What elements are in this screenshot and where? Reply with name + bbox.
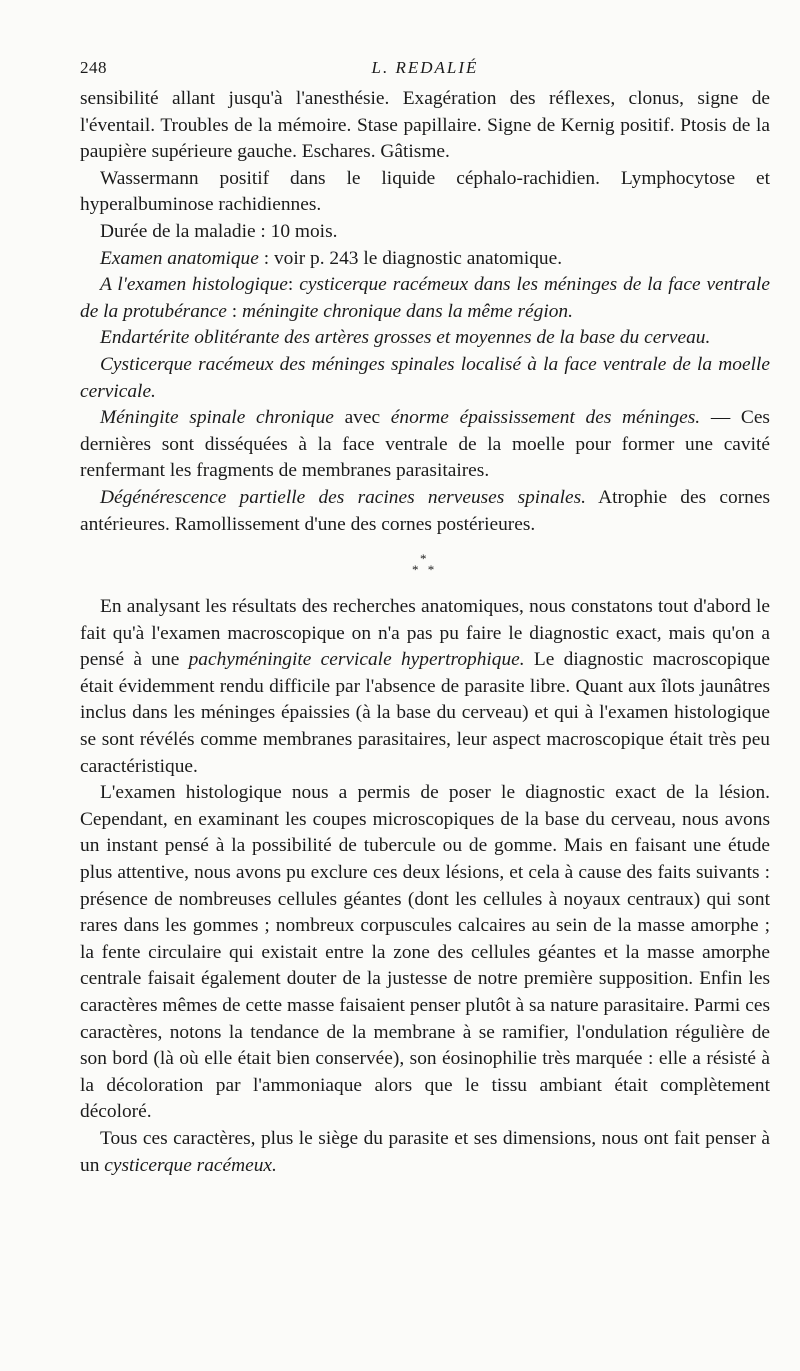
discussion-section <box>80 594 770 1179</box>
text-segment: Tous ces caractères, plus le siège du parasite et ses dimensions, nous ont fait penser à un <box>80 1127 770 1176</box>
paragraph <box>80 246 770 273</box>
text-segment: L'examen histologique nous a permis de poser le diagnostic exact de la lésion. Cependant, en examinant les coupes microscopiques de la base du cerveau, nous avons un instant pensé à la possibilité de tubercule ou de gomme. Mais en faisant une étude plus attentive, nous avons pu exclure ces deux lésions, et cela à cause des faits suivants : présence de nombreuses cellules géantes (dont les cellules à noyaux centraux) qui sont rares dans les gommes ; nombreux corpuscules calcaires au sein de la masse amorphe ; la fente circulaire qui existait entre la zone des cellules géantes et la masse amorphe centrale faisait également douter de la justesse de notre première supposition. Enfin les caractères mêmes de cette masse faisaient penser plutôt à sa nature parasitaire. Parmi ces caractères, notons la tendance de la membrane à se ramifier, l'ondulation régulière de son bord (là où elle était bien conservée), son éosinophilie très marquée : elle a résisté à la décoloration par l'ammoniaque alors que le tissu ambiant était complètement décoloré. <box>80 782 770 1123</box>
text-segment: sensibilité allant jusqu'à l'anesthésie. Exagération des réflexes, clonus, signe de l'éventail. Troubles de la mémoire. Stase papillaire. Signe de Kernig positif. Ptosis de la paupière supérieure gauche. Eschares. Gâtisme. <box>80 88 770 163</box>
paragraph <box>80 219 770 246</box>
italic-text: pachyméningite cervicale hypertrophique. <box>188 649 525 671</box>
text-segment: En analysant les résultats des recherches anatomiques, nous constatons tout d'abord le fait qu'à l'examen macroscopique on n'a pas pu faire le diagnostic exact, mais qu'on a pensé à une <box>80 596 770 671</box>
paragraph <box>80 272 770 325</box>
text-segment: — Ces dernières sont disséquées à la face ventrale de la moelle pour former une cavité renfermant les fragments de membranes parasitaires. <box>80 407 770 482</box>
paragraph <box>80 405 770 485</box>
case-report-section <box>80 86 770 538</box>
paragraph <box>80 166 770 219</box>
italic-text: méningite chronique dans la même région. <box>241 300 573 322</box>
text-segment: : <box>287 274 300 296</box>
text-segment: avec <box>333 407 391 429</box>
running-head: L. REDALIÉ <box>371 58 479 77</box>
body-text <box>80 86 770 1179</box>
paragraph <box>80 485 770 538</box>
page-header <box>80 52 770 86</box>
separator-asterisk-top: * <box>420 551 427 567</box>
paragraph <box>80 594 770 780</box>
paragraph <box>80 352 770 405</box>
italic-text: énorme épaississement des méninges. <box>390 407 701 429</box>
italic-text: Examen anatomique <box>100 247 259 269</box>
section-separator <box>80 538 770 594</box>
paragraph <box>80 86 770 166</box>
italic-text: cysticerque racémeux dans les méninges de la face ventrale de la protubérance <box>80 274 770 322</box>
text-segment: : <box>226 300 242 322</box>
text-segment: Le diagnostic macroscopique était évidemment rendu difficile par l'absence de parasite libre. Quant aux îlots jaunâtres inclus dans les méninges épaissies (à la base du cerveau) et qui à l'examen histologique se sont révélés comme membranes parasitaires, leur aspect macroscopique était très peu caractéristique. <box>80 649 770 777</box>
italic-text: Endartérite oblitérante des artères grosses et moyennes de la base du cerveau. <box>100 327 711 349</box>
paragraph <box>80 1126 770 1179</box>
paragraph <box>80 325 770 352</box>
italic-text: Cysticerque racémeux des méninges spinales localisé à la face ventrale de la moelle cervicale. <box>80 353 770 402</box>
italic-text: Dégénérescence partielle des racines nerveuses spinales. <box>100 486 586 508</box>
italic-text: A l'examen histologique <box>100 274 288 296</box>
italic-text: Méningite spinale chronique <box>100 407 334 429</box>
book-page <box>80 52 770 1179</box>
page-number: 248 <box>80 58 107 77</box>
paragraph <box>80 780 770 1126</box>
text-segment: Atrophie des cornes antérieures. Ramollissement d'une des cornes postérieures. <box>80 486 770 535</box>
separator-asterisks-bottom: * * <box>412 562 438 578</box>
text-segment: : voir p. 243 le diagnostic anatomique. <box>258 247 563 269</box>
text-segment: Durée de la maladie : 10 mois. <box>100 220 338 242</box>
text-segment: Wassermann positif dans le liquide céphalo-rachidien. Lymphocytose et hyperalbuminose rachidiennes. <box>80 167 770 216</box>
italic-text: cysticerque racémeux. <box>104 1154 277 1176</box>
